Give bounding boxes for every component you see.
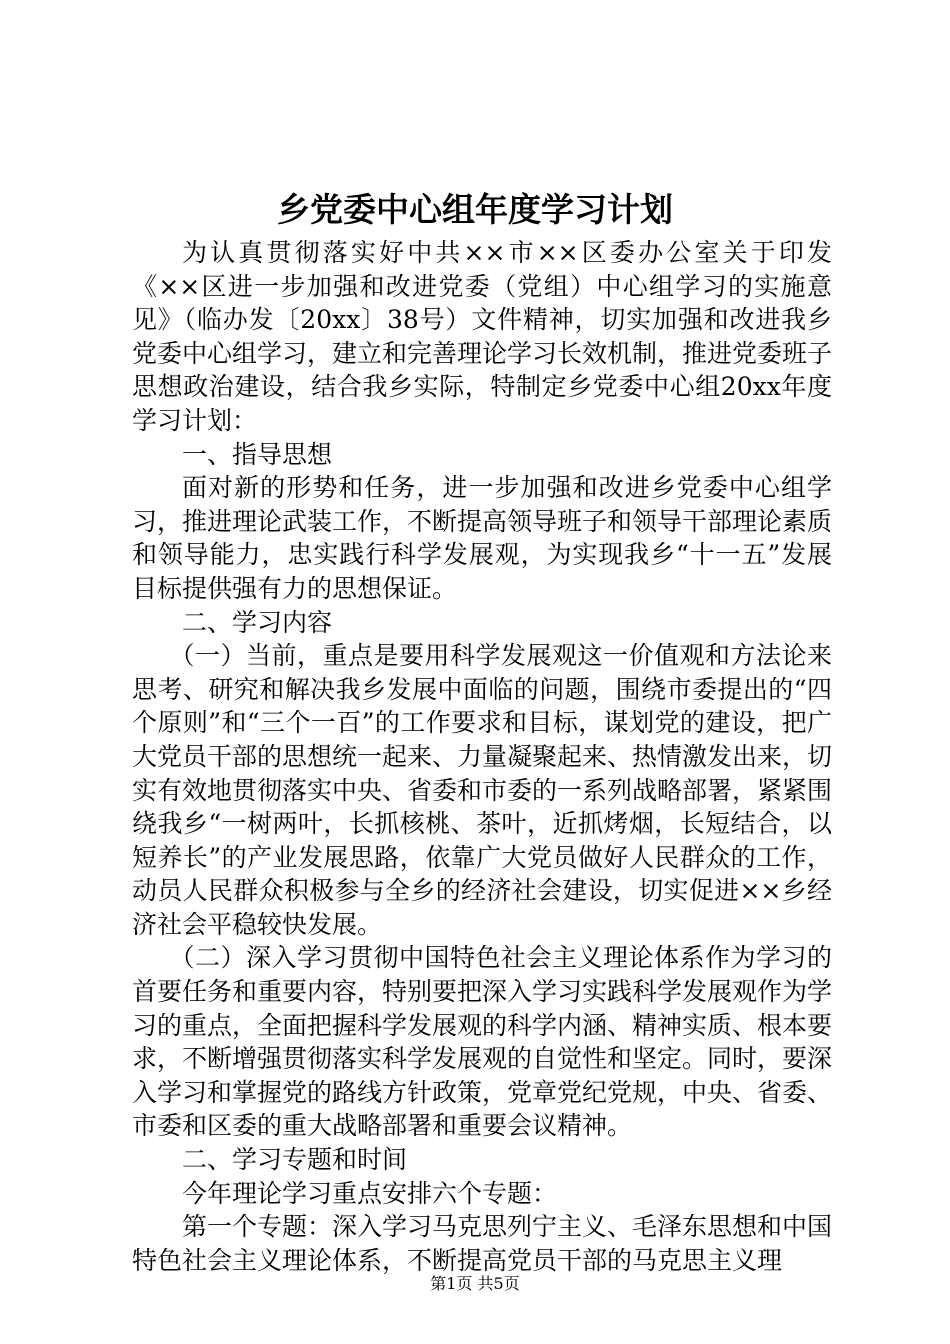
guiding-thought-paragraph: 面对新的形势和任务，进一步加强和改进乡党委中心组学习，推进理论武装工作，不断提高领导班子和领导干部理论素质和领导能力，忠实践行科学发展观，为实现我乡“十一五”发展目标提供强有力的思想保证。 bbox=[132, 473, 833, 603]
section-heading-study-content: 二、学习内容 bbox=[182, 607, 333, 637]
topic-1-paragraph: 第一个专题：深入学习马克思列宁主义、毛泽东思想和中国特色社会主义理论体系，不断提高党员干部的马克思主义理 bbox=[132, 1212, 833, 1275]
document-body bbox=[132, 236, 832, 1277]
study-content-item-2: （二）深入学习贯彻中国特色社会主义理论体系作为学习的首要任务和重要内容，特别要把深入学习实践科学发展观作为学习的重点，全面把握科学发展观的科学内涵、精神实质、根本要求，不断增强贯彻落实科学发展观的自觉性和坚定。同时，要深入学习和掌握党的路线方针政策，党章党纪党规，中央、省委、市委和区委的重大战略部署和重要会议精神。 bbox=[132, 943, 833, 1141]
topics-intro-paragraph: 今年理论学习重点安排六个专题： bbox=[182, 1178, 558, 1208]
document-title: 乡党委中心组年度学习计划 bbox=[277, 190, 673, 229]
page-footer: 第1页 共5页 bbox=[430, 1274, 520, 1293]
section-heading-guiding-thought: 一、指导思想 bbox=[182, 439, 333, 469]
section-heading-topics-schedule: 二、学习专题和时间 bbox=[182, 1145, 408, 1175]
intro-paragraph: 为认真贯彻落实好中共××市××区委办公室关于印发《××区进一步加强和改进党委（党组）中心组学习的实施意见》（临办发〔20xx〕38号）文件精神，切实加强和改进我乡党委中心组学习，建立和完善理论学习长效机制，推进党委班子思想政治建设，结合我乡实际，特制定乡党委中心组20xx年度学习计划： bbox=[132, 238, 833, 435]
study-content-item-1: （一）当前，重点是要用科学发展观这一价值观和方法论来思考、研究和解决我乡发展中面临的问题，围绕市委提出的“四个原则”和“三个一百”的工作要求和目标，谋划党的建设，把广大党员干部的思想统一起来、力量凝聚起来、热情激发出来，切实有效地贯彻落实中央、省委和市委的一系列战略部署，紧紧围绕我乡“一树两叶，长抓核桃、茶叶，近抓烤烟，长短结合，以短养长”的产业发展思路，依靠广大党员做好人民群众的工作，动员人民群众积极参与全乡的经济社会建设，切实促进××乡经济社会平稳较快发展。 bbox=[132, 641, 833, 939]
